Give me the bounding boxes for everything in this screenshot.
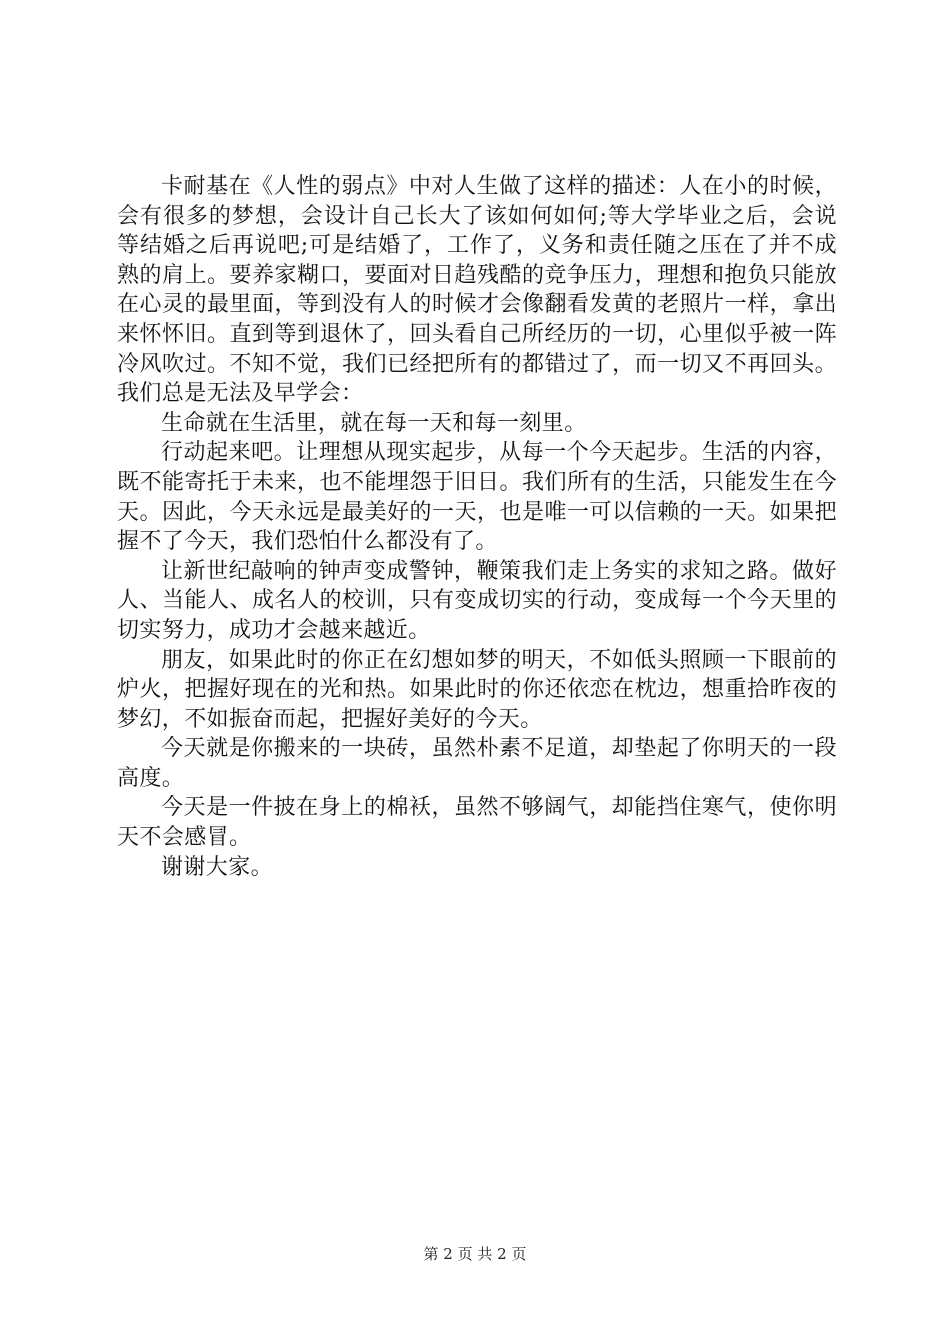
page-number-footer: 第 2 页 共 2 页 — [423, 1245, 527, 1263]
paragraph-1: 卡耐基在《人性的弱点》中对人生做了这样的描述：人在小的时候，会有很多的梦想，会设计自己长大了该如何如何;等大学毕业之后，会说等结婚之后再说吧;可是结婚了，工作了，义务和责任随之压在了并不成熟的肩上。要养家糊口，要面对日趋残酷的竞争压力，理想和抱负只能放在心灵的最里面，等到没有人的时候才会像翻看发黄的老照片一样，拿出来怀怀旧。直到等到退休了，回头看自己所经历的一切，心里似乎被一阵冷风吹过。不知不觉，我们已经把所有的都错过了，而一切又不再回头。我们总是无法及早学会： — [117, 174, 837, 407]
document-body — [117, 172, 837, 882]
paragraph-7: 今天是一件披在身上的棉袄，虽然不够阔气，却能挡住寒气，使你明天不会感冒。 — [117, 795, 837, 851]
paragraph-2: 生命就在生活里，就在每一天和每一刻里。 — [161, 410, 587, 436]
paragraph-8: 谢谢大家。 — [161, 854, 274, 880]
paragraph-3: 行动起来吧。让理想从现实起步，从每一个今天起步。生活的内容，既不能寄托于未来，也不能埋怨于旧日。我们所有的生活，只能发生在今天。因此，今天永远是最美好的一天，也是唯一可以信赖的一天。如果把握不了今天，我们恐怕什么都没有了。 — [117, 440, 837, 555]
paragraph-6: 今天就是你搬来的一块砖，虽然朴素不足道，却垫起了你明天的一段高度。 — [117, 736, 837, 791]
paragraph-4: 让新世纪敲响的钟声变成警钟，鞭策我们走上务实的求知之路。做好人、当能人、成名人的校训，只有变成切实的行动，变成每一个今天里的切实努力，成功才会越来越近。 — [117, 558, 837, 643]
paragraph-5: 朋友，如果此时的你正在幻想如梦的明天，不如低头照顾一下眼前的炉火，把握好现在的光和热。如果此时的你还依恋在枕边，想重拾昨夜的梦幻，不如振奋而起，把握好美好的今天。 — [117, 647, 837, 732]
